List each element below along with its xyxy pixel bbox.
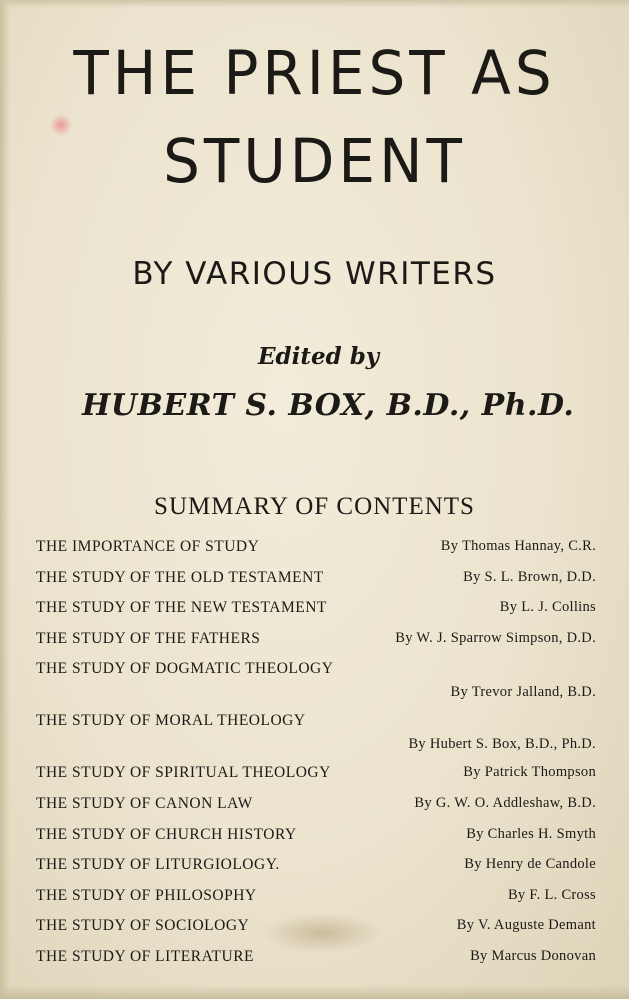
- chapter-title: THE STUDY OF CHURCH HISTORY: [36, 825, 297, 843]
- chapter-author: By Thomas Hannay, C.R.: [440, 538, 596, 554]
- chapter-title: THE STUDY OF THE NEW TESTAMENT: [36, 599, 327, 617]
- chapter-author: By Patrick Thompson: [463, 764, 596, 781]
- contents-list: [36, 538, 596, 979]
- list-item: [36, 569, 596, 600]
- list-item: [36, 630, 596, 661]
- chapter-author: By G. W. O. Addleshaw, B.D.: [414, 794, 596, 811]
- chapter-author: By Hubert S. Box, B.D., Ph.D.: [408, 736, 596, 753]
- list-item: [36, 826, 596, 857]
- chapter-author: By S. L. Brown, D.D.: [463, 568, 596, 585]
- list-item: [36, 538, 596, 569]
- list-item: [36, 599, 596, 630]
- list-item: [36, 856, 596, 887]
- chapter-author: By Marcus Donovan: [470, 947, 596, 964]
- list-item: [36, 660, 596, 712]
- chapter-author: By L. J. Collins: [499, 599, 596, 616]
- list-item: [36, 795, 596, 826]
- list-item: [36, 948, 596, 979]
- chapter-title: THE STUDY OF LITURGIOLOGY.: [36, 856, 280, 874]
- chapter-title: THE IMPORTANCE OF STUDY: [36, 538, 260, 555]
- book-title-line-1: THE PRIEST AS: [73, 37, 556, 109]
- chapter-author: By V. Auguste Demant: [456, 917, 596, 934]
- cover-bottom-shadow: [0, 985, 629, 999]
- list-item: [36, 887, 596, 918]
- cover-top-shadow: [0, 0, 629, 8]
- chapter-title: THE STUDY OF DOGMATIC THEOLOGY: [36, 660, 334, 678]
- list-item: [36, 764, 596, 795]
- chapter-author: By Charles H. Smyth: [466, 825, 596, 842]
- chapter-title: THE STUDY OF SOCIOLOGY: [36, 917, 250, 935]
- chapter-title: THE STUDY OF SPIRITUAL THEOLOGY: [36, 764, 331, 782]
- list-item: [36, 917, 596, 948]
- chapter-title: THE STUDY OF THE FATHERS: [36, 629, 261, 647]
- chapter-author: By Henry de Candole: [464, 856, 596, 873]
- chapter-title: THE STUDY OF THE OLD TESTAMENT: [36, 568, 324, 586]
- editor-name: HUBERT S. BOX, B.D., Ph.D.: [82, 388, 575, 423]
- chapter-title: THE STUDY OF LITERATURE: [36, 947, 255, 965]
- chapter-title: THE STUDY OF CANON LAW: [36, 794, 253, 812]
- subtitle: BY VARIOUS WRITERS: [132, 256, 497, 292]
- book-title-line-2: STUDENT: [163, 125, 466, 197]
- chapter-author: By W. J. Sparrow Simpson, D.D.: [395, 629, 596, 646]
- chapter-title: THE STUDY OF MORAL THEOLOGY: [36, 712, 306, 730]
- chapter-author: By Trevor Jalland, B.D.: [450, 684, 596, 701]
- chapter-title: THE STUDY OF PHILOSOPHY: [36, 886, 257, 904]
- chapter-author: By F. L. Cross: [507, 886, 596, 903]
- edited-by-label: Edited by: [258, 343, 380, 370]
- list-item: [36, 712, 596, 764]
- summary-heading: SUMMARY OF CONTENTS: [154, 493, 475, 520]
